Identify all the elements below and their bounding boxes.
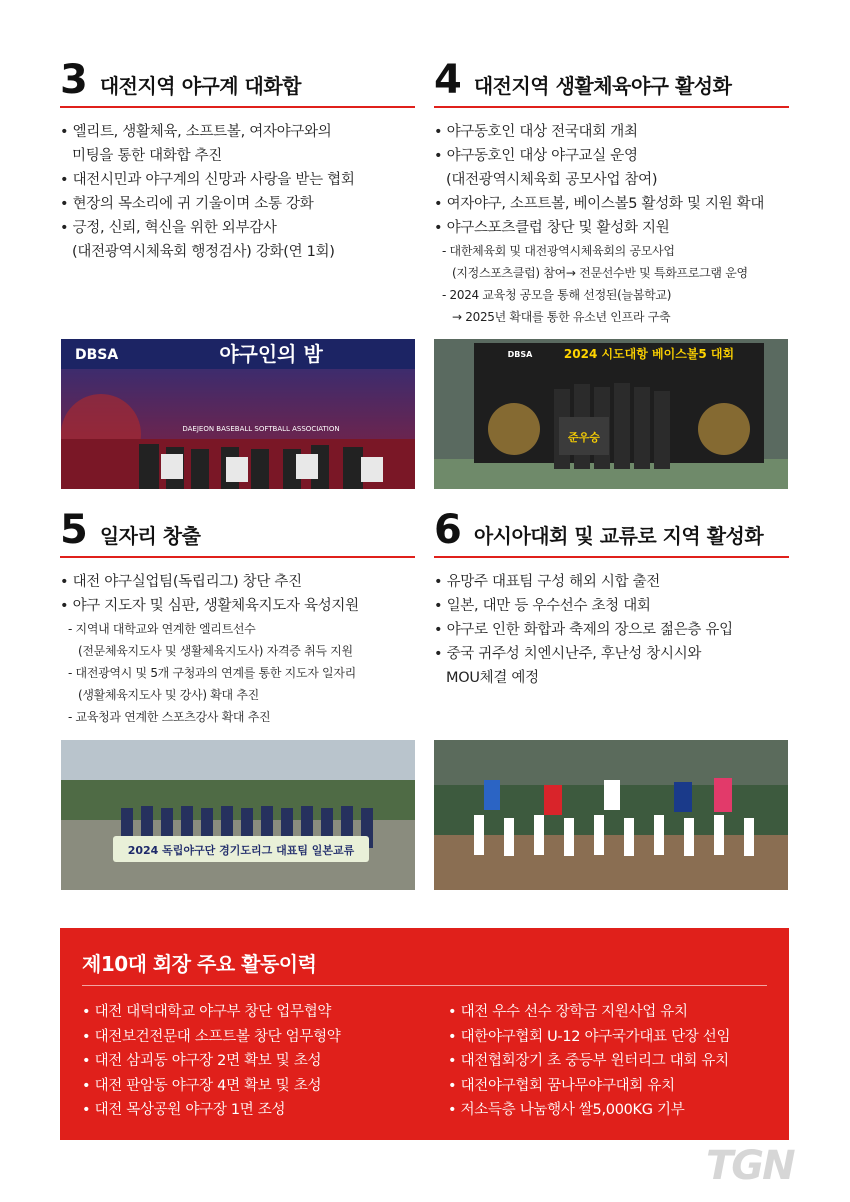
list-item: • 대한야구협회 U-12 야구국가대표 단장 선임 [448,1025,730,1050]
photo-banner-text: 야구인의 밤 [219,342,323,366]
section-5-header [60,507,415,558]
section-4 [434,57,789,328]
list-item: • 엘리트, 생활체육, 소프트볼, 여자야구와의 [60,120,415,144]
list-item: • 야구동호인 대상 전국대회 개최 [434,120,789,144]
list-item: • 대전 야구실업팀(독립리그) 창단 추진 [60,570,415,594]
photo-baseball5-tournament [434,339,788,489]
list-item: - 교육청과 연계한 스포츠강사 확대 추진 [68,710,271,724]
list-item: - 대전광역시 및 5개 구청과의 연계를 통한 지도자 일자리 [68,666,356,680]
list-item: → 2025년 확대를 통한 유소년 인프라 구축 [452,310,671,324]
list-item: (전문체육지도사 및 생활체육지도사) 자격증 취득 지원 [78,644,353,658]
list-item: • 유망주 대표팀 구성 해외 시합 출전 [434,570,789,594]
list-item: • 대전 목상공원 야구장 1면 조성 [82,1098,341,1123]
photo-independent-league-team [61,740,415,890]
section-3-header [60,57,415,108]
list-item: (대전광역시체육회 공모사업 참여) [446,172,658,188]
list-item: • 야구동호인 대상 야구교실 운영 [434,144,789,168]
list-item: MOU체결 예정 [446,670,539,686]
list-item: • 야구스포츠클럽 창단 및 활성화 지원 [434,216,789,240]
photo-team-image [61,740,415,890]
list-item: • 야구 지도자 및 심판, 생활체육지도자 육성지원 [60,594,415,618]
photo-banner-text: 2024 독립야구단 경기도리그 대표팀 일본교류 [127,844,355,857]
section-6-list [434,570,789,690]
list-item: • 여자야구, 소프트볼, 베이스볼5 활성화 및 지원 확대 [434,192,789,216]
list-item: • 대전협회장기 초 중등부 윈터리그 대회 유치 [448,1049,730,1074]
list-item: (지정스포츠클럽) 참여→ 전문선수반 및 특화프로그램 운영 [452,266,748,280]
photo-baseball5-image [434,339,788,489]
list-item: (대전광역시체육회 행정검사) 강화(연 1회) [72,244,335,260]
photo-tournament-image [434,740,788,890]
photo-banner-text: 2024 시도대항 베이스볼5 대회 [563,347,735,361]
activity-history-title: 제10대 회장 주요 활동이력 [82,952,317,976]
list-item: • 대전 판암동 야구장 4면 확보 및 초성 [82,1074,341,1099]
section-4-list [434,120,789,328]
photo-board-text: 준우승 [568,431,600,444]
section-4-header [434,57,789,108]
section-number: 5 [60,507,88,553]
section-title: 일자리 창출 [99,524,201,548]
list-item: • 중국 귀주성 치엔시난주, 후난성 창시시와 [434,642,789,666]
section-6 [434,507,789,690]
list-item: • 대전 우수 선수 장학금 지원사업 유치 [448,1000,730,1025]
list-item: • 대전 삼괴동 야구장 2면 확보 및 초성 [82,1049,341,1074]
photo-sub-text: DAEJEON BASEBALL SOFTBALL ASSOCIATION [182,425,340,433]
section-title: 아시아대회 및 교류로 지역 활성화 [473,524,764,548]
section-6-header [434,507,789,558]
list-item: • 야구로 인한 화합과 축제의 장으로 젊은층 유입 [434,618,789,642]
photo-asia-tournament [434,740,788,890]
section-3 [60,57,415,264]
activity-history-left-list [82,1000,341,1123]
section-5-list [60,570,415,728]
photo-baseball-night-image [61,339,415,489]
section-5 [60,507,415,728]
photo-logo-text: DBSA [507,350,533,359]
tgn-watermark-logo: TGN [706,1143,794,1189]
section-3-list [60,120,415,264]
section-title: 대전지역 생활체육야구 활성화 [473,74,732,98]
list-item: - 지역내 대학교와 연계한 엘리트선수 [68,622,256,636]
list-item: • 저소득층 나눔행사 쌀5,000KG 기부 [448,1098,730,1123]
list-item: • 현장의 목소리에 귀 기울이며 소통 강화 [60,192,415,216]
section-number: 4 [434,57,462,103]
photo-baseball-night [61,339,415,489]
list-item: • 일본, 대만 등 우수선수 초청 대회 [434,594,789,618]
list-item: • 긍정, 신뢰, 혁신을 위한 외부감사 [60,216,415,240]
activity-history-divider [82,985,767,986]
list-item: • 대전시민과 야구계의 신망과 사랑을 받는 협회 [60,168,415,192]
list-item: • 대전 대덕대학교 야구부 창단 업무협약 [82,1000,341,1025]
section-number: 6 [434,507,462,553]
photo-logo-text: DBSA [75,347,119,363]
list-item: • 대전야구협회 꿈나무야구대회 유치 [448,1074,730,1099]
section-title: 대전지역 야구계 대화합 [99,74,301,98]
activity-history-box [60,928,789,1140]
list-item: - 2024 교육청 공모을 통해 선정된(늘봄학교) [442,288,672,302]
section-number: 3 [60,57,88,103]
list-item: 미팅을 통한 대화합 추진 [72,148,222,164]
list-item: - 대한체육회 및 대전광역시체육회의 공모사업 [442,244,675,258]
activity-history-right-list [448,1000,730,1123]
list-item: • 대전보건전문대 소프트볼 창단 엄무형약 [82,1025,341,1050]
list-item: (생활체육지도사 및 강사) 확대 추진 [78,688,259,702]
